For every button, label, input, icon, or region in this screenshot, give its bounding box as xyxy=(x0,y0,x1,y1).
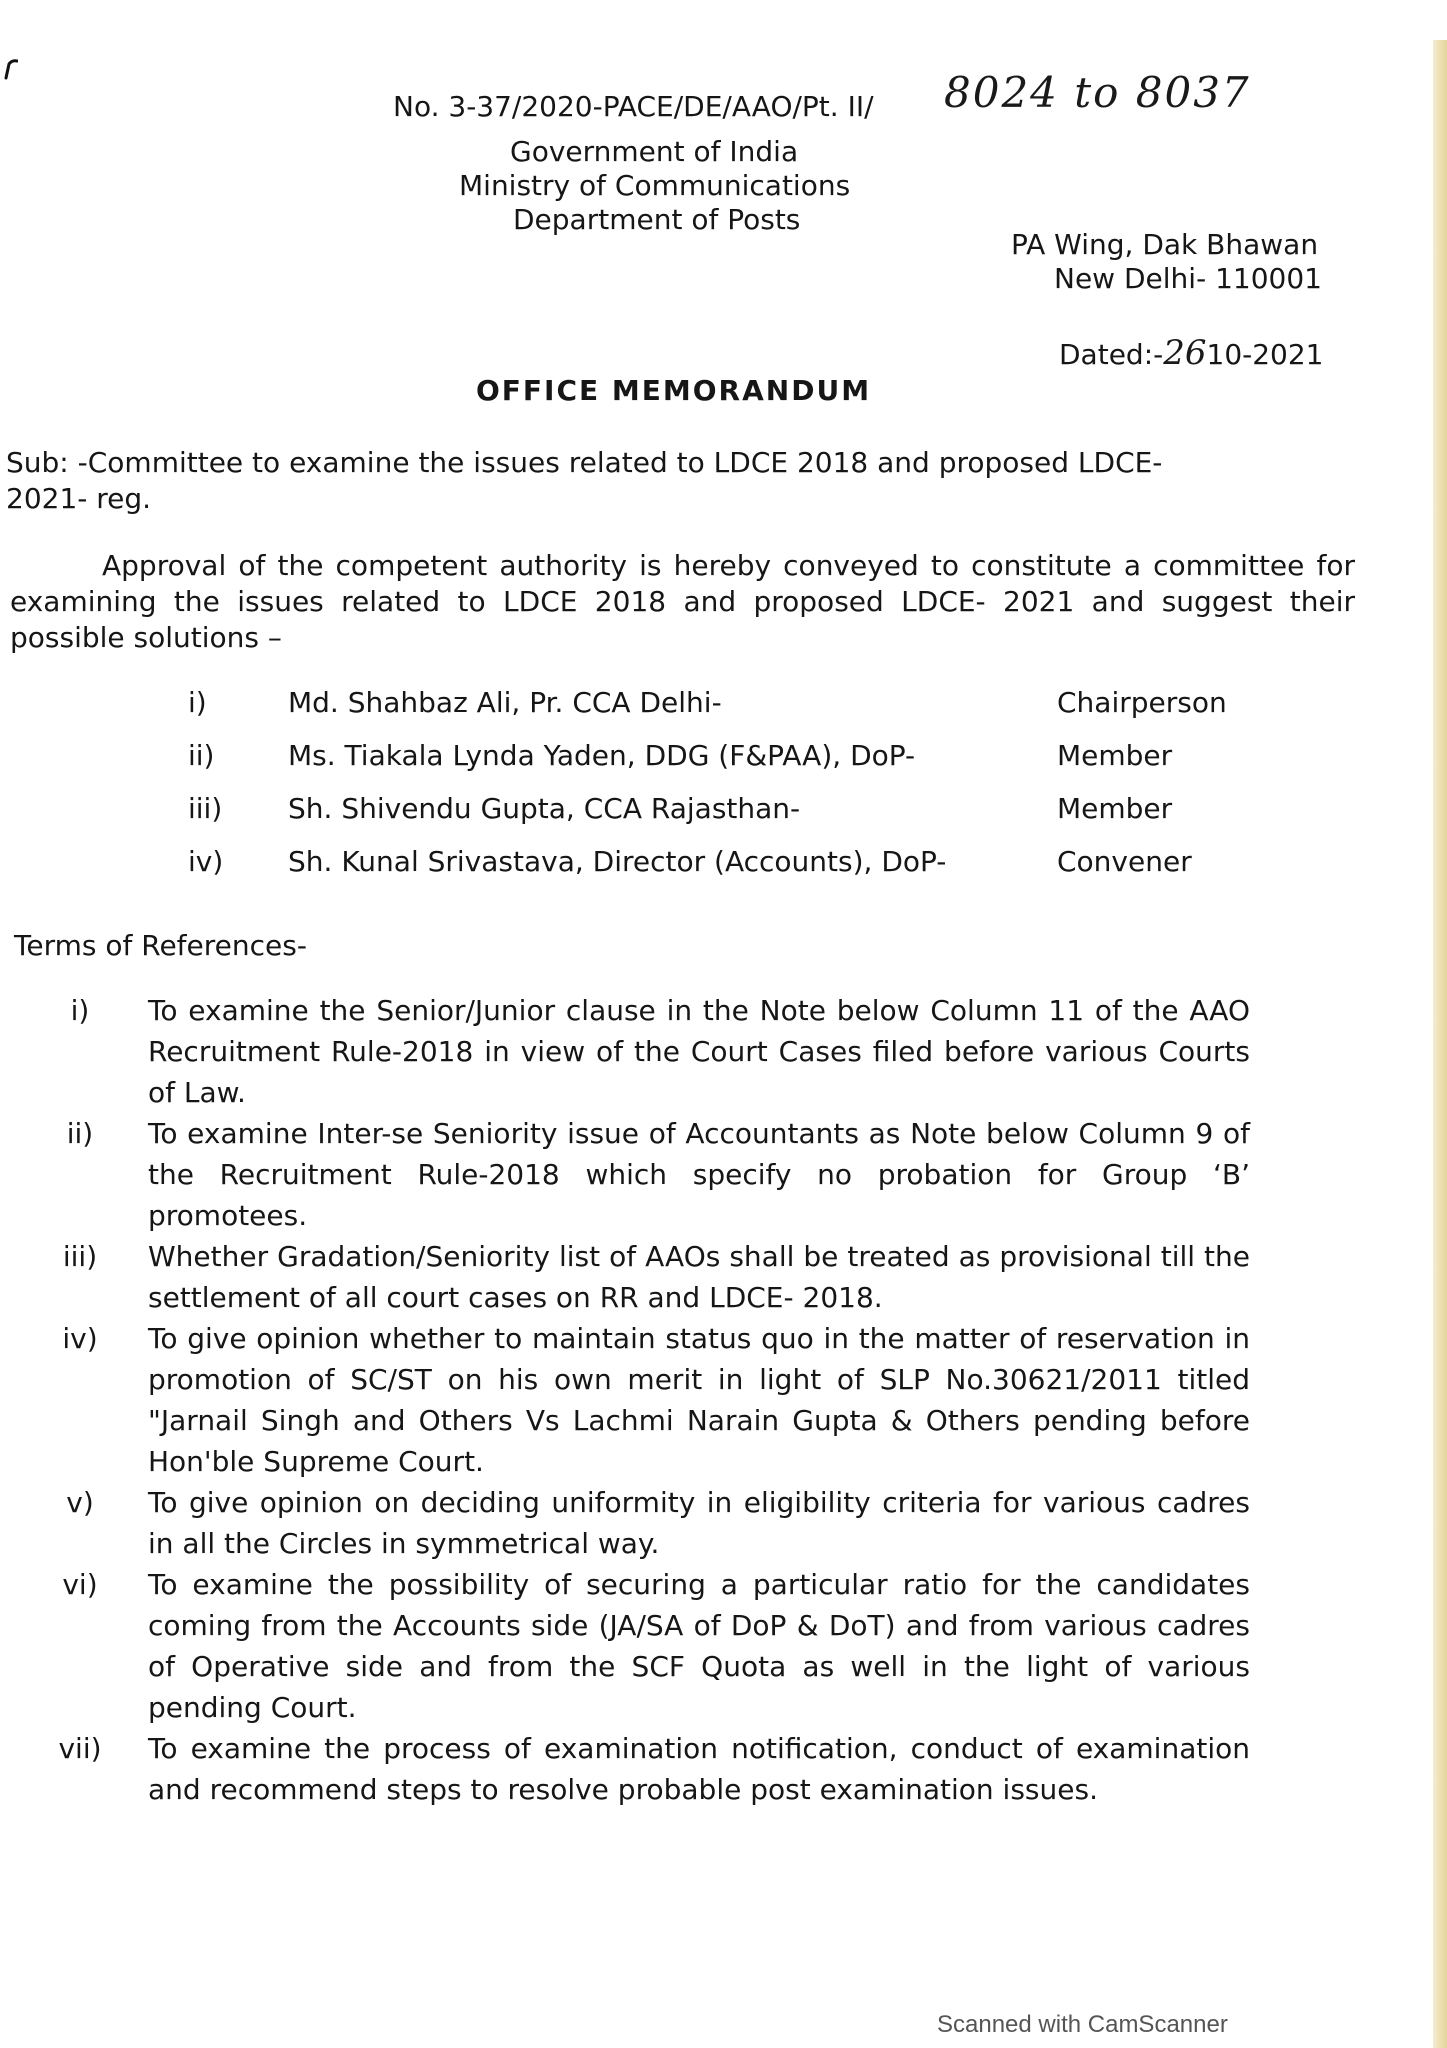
member-role: Chairperson xyxy=(1057,686,1227,719)
reference-number: No. 3-37/2020-PACE/DE/AAO/Pt. II/ xyxy=(393,90,874,123)
terms-heading: Terms of References- xyxy=(14,929,307,962)
term-number: vi) xyxy=(62,1568,98,1601)
term-text: Whether Gradation/Seniority list of AAOs shall be treated as provisional till the settlement of all court cases on RR and LDCE- 2018. xyxy=(148,1240,1250,1314)
department-line: Department of Posts xyxy=(513,203,801,236)
member-row xyxy=(0,739,1300,779)
pen-mark-icon xyxy=(4,58,18,80)
scanner-watermark: Scanned with CamScanner xyxy=(937,2011,1228,2038)
address-line-1: PA Wing, Dak Bhawan xyxy=(1011,228,1319,261)
term-text: To examine the Senior/Junior clause in the Note below Column 11 of the AAO Recruitment Rule-2018 in view of the Court Cases filed before various Courts of Law. xyxy=(148,994,1250,1109)
term-text: To examine the possibility of securing a particular ratio for the candidates coming from the Accounts side (JA/SA of DoP & DoT) and from various cadres of Operative side and from the SCF Quota as well in the light of various pending Court. xyxy=(148,1568,1250,1724)
member-role: Member xyxy=(1057,739,1173,772)
paper-edge-shadow xyxy=(1433,40,1447,2048)
term-number: v) xyxy=(66,1486,94,1519)
member-row xyxy=(0,686,1300,726)
subject-line-2: 2021- reg. xyxy=(6,482,152,515)
handwritten-dispatch-number: 8024 to 8037 xyxy=(944,68,1251,117)
member-name: Md. Shahbaz Ali, Pr. CCA Delhi- xyxy=(288,686,722,719)
term-text: To give opinion on deciding uniformity in eligibility criteria for various cadres in all the Circles in symmetrical way. xyxy=(148,1486,1250,1560)
term-text: To examine the process of examination notification, conduct of examination and recommend steps to resolve probable post examination issues. xyxy=(148,1732,1250,1806)
dated-label: Dated:- xyxy=(1059,338,1164,371)
ministry-line: Ministry of Communications xyxy=(459,169,851,202)
approval-paragraph: Approval of the competent authority is hereby conveyed to constitute a committee for examining the issues related to LDCE 2018 and proposed LDCE- 2021 and suggest their possible solutions – xyxy=(10,549,1355,654)
member-number: ii) xyxy=(188,739,215,772)
term-text: To give opinion whether to maintain status quo in the matter of reservation in promotion of SC/ST on his own merit in light of SLP No.30621/2011 titled "Jarnail Singh and Others Vs Lachmi Narain Gupta & Others pending before Hon'ble Supreme Court. xyxy=(148,1322,1250,1478)
dated-rest: 10-2021 xyxy=(1206,338,1324,371)
dated-handwritten-day: 26 xyxy=(1163,333,1207,373)
date-line xyxy=(1059,333,1324,373)
member-role: Member xyxy=(1057,792,1173,825)
member-number: i) xyxy=(188,686,207,719)
member-role: Convener xyxy=(1057,845,1192,878)
term-number: iv) xyxy=(62,1322,98,1355)
address-line-2: New Delhi- 110001 xyxy=(1054,262,1322,295)
term-number: vii) xyxy=(58,1732,102,1765)
term-text: To examine Inter-se Seniority issue of Accountants as Note below Column 9 of the Recruitment Rule-2018 which specify no probation for Group ‘B’ promotees. xyxy=(148,1117,1250,1232)
member-name: Sh. Shivendu Gupta, CCA Rajasthan- xyxy=(288,792,801,825)
member-name: Sh. Kunal Srivastava, Director (Accounts), DoP- xyxy=(288,845,947,878)
member-number: iv) xyxy=(188,845,224,878)
government-line: Government of India xyxy=(510,135,799,168)
member-row xyxy=(0,845,1300,885)
term-number: iii) xyxy=(62,1240,98,1273)
member-row xyxy=(0,792,1300,832)
term-number: ii) xyxy=(66,1117,94,1150)
term-number: i) xyxy=(70,994,90,1027)
memorandum-title: OFFICE MEMORANDUM xyxy=(476,374,872,407)
member-name: Ms. Tiakala Lynda Yaden, DDG (F&PAA), DoP- xyxy=(288,739,916,772)
subject-line-1: Sub: -Committee to examine the issues related to LDCE 2018 and proposed LDCE- xyxy=(6,446,1163,479)
member-number: iii) xyxy=(188,792,223,825)
